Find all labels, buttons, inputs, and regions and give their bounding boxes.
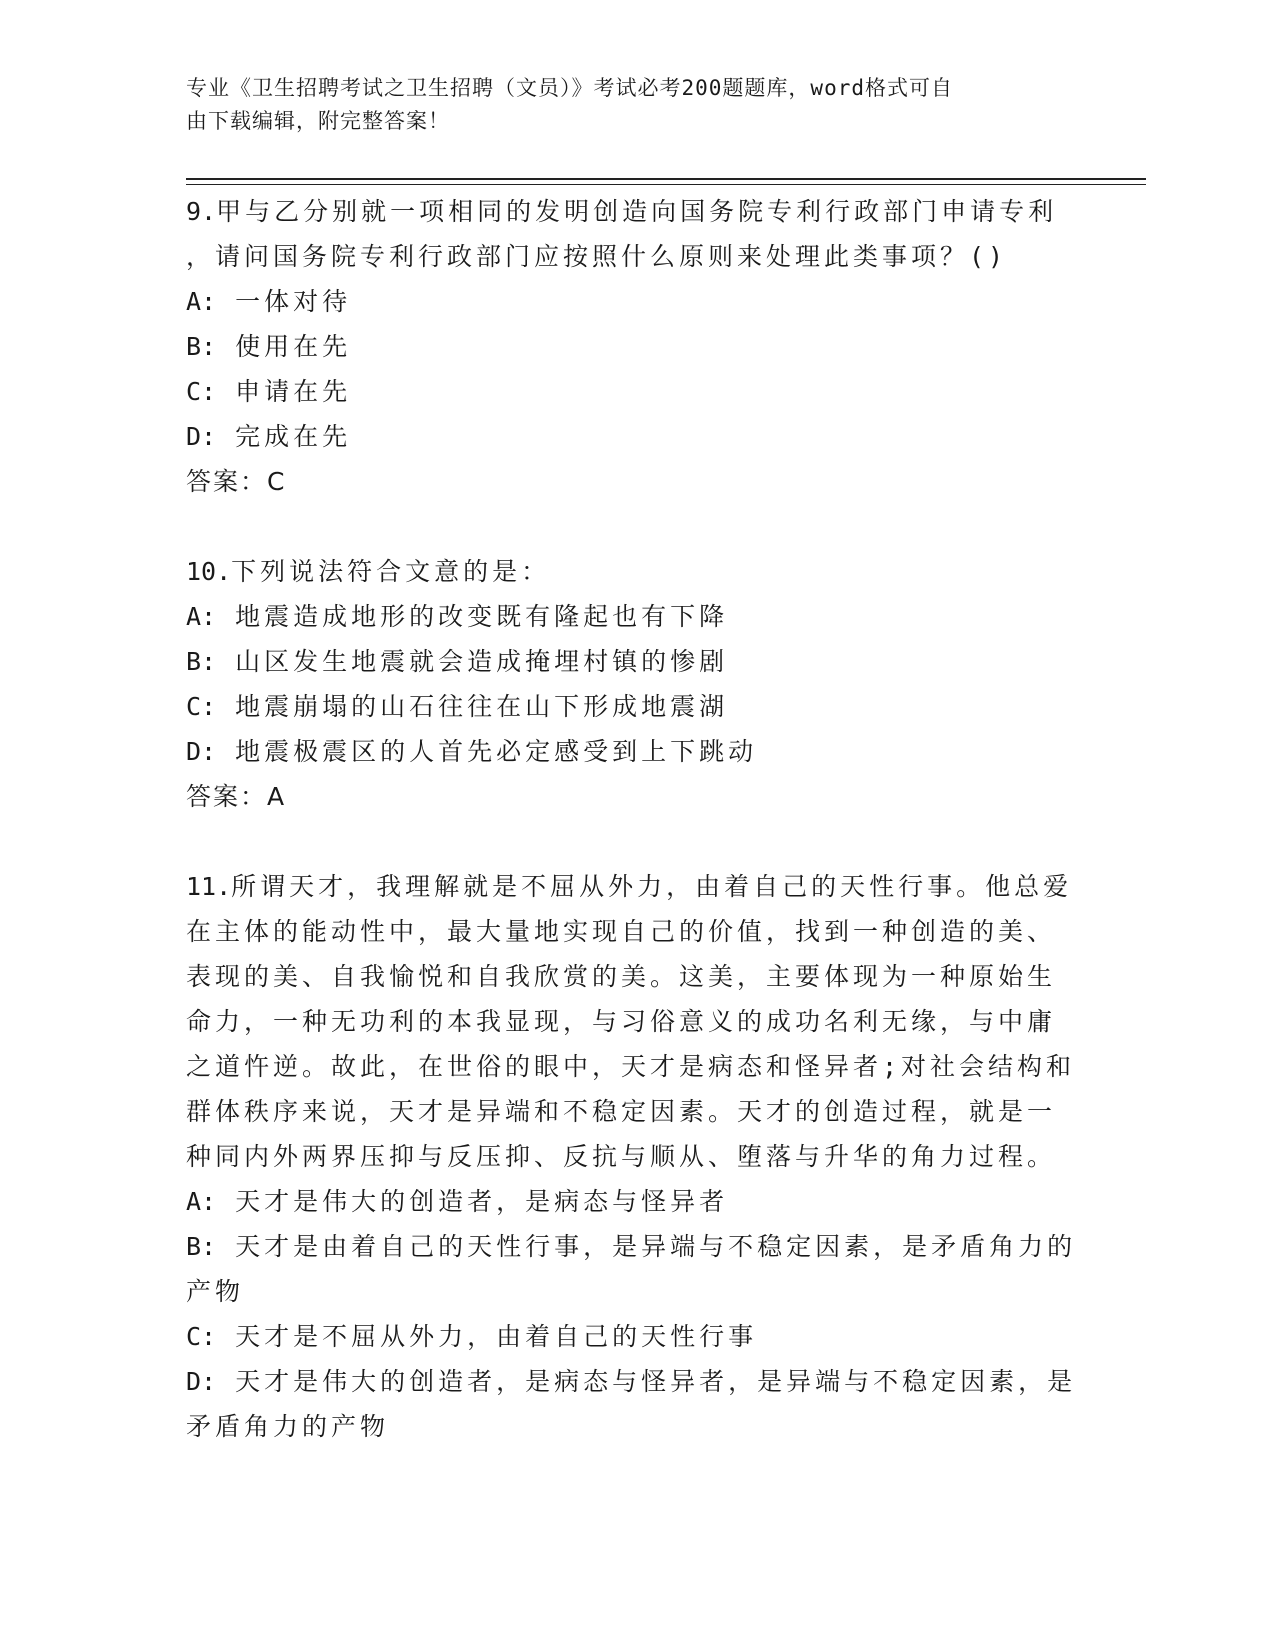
option-text: 使用在先: [235, 332, 352, 361]
option-key: C:: [186, 692, 217, 721]
question-text-line: 之道忤逆。故此，在世俗的眼中，天才是病态和怪异者;对社会结构和: [186, 1052, 1076, 1081]
question-number: 10.: [186, 557, 232, 586]
option-b: [186, 324, 1086, 369]
header-divider-thin: [186, 184, 1146, 185]
option-key: C:: [186, 1322, 217, 1351]
option-d: [186, 729, 1086, 774]
header-line-2: 由下载编辑，附完整答案！: [186, 109, 450, 133]
option-b: [186, 1224, 1086, 1269]
answer-line: 答案：C: [186, 467, 287, 496]
option-c: [186, 1314, 1086, 1359]
option-c: [186, 684, 1086, 729]
answer-line: 答案：A: [186, 782, 287, 811]
option-key: D:: [186, 737, 217, 766]
option-d: [186, 414, 1086, 459]
question-text-line: 群体秩序来说，天才是异端和不稳定因素。天才的创造过程，就是一: [186, 1097, 1057, 1126]
option-key: D:: [186, 422, 217, 451]
option-text: 天才是伟大的创造者，是病态与怪异者，是异端与不稳定因素，是: [235, 1367, 1077, 1396]
question-11: [186, 864, 1086, 1449]
option-d: [186, 1359, 1086, 1404]
document-header: [186, 72, 1066, 138]
option-key: B:: [186, 332, 217, 361]
option-key: A:: [186, 1187, 217, 1216]
question-text: [186, 864, 1086, 909]
option-text: 一体对待: [235, 287, 352, 316]
question-9: [186, 189, 1086, 504]
question-text-line: 所谓天才，我理解就是不屈从外力，由着自己的天性行事。他总爱: [231, 872, 1073, 901]
question-text-line: 命力，一种无功利的本我显现，与习俗意义的成功名利无缘，与中庸: [186, 1007, 1057, 1036]
header-line-1: 专业《卫生招聘考试之卫生招聘（文员）》考试必考200题题库，word格式可自: [186, 76, 953, 100]
question-text-line: 在主体的能动性中，最大量地实现自己的价值，找到一种创造的美、: [186, 917, 1057, 946]
option-key: B:: [186, 1232, 217, 1261]
option-b: [186, 639, 1086, 684]
option-text: 天才是伟大的创造者，是病态与怪异者: [235, 1187, 729, 1216]
question-text-line: 甲与乙分别就一项相同的发明创造向国务院专利行政部门申请专利: [216, 197, 1058, 226]
question-list: [186, 189, 1086, 1449]
option-key: A:: [186, 287, 217, 316]
question-10: [186, 549, 1086, 819]
option-key: B:: [186, 647, 217, 676]
option-text: 天才是由着自己的天性行事，是异端与不稳定因素，是矛盾角力的: [235, 1232, 1077, 1261]
option-key: A:: [186, 602, 217, 631]
option-a: [186, 594, 1086, 639]
option-key: C:: [186, 377, 217, 406]
question-text: [186, 189, 1086, 234]
question-text-line: 下列说法符合文意的是：: [231, 557, 551, 586]
option-text: 地震极震区的人首先必定感受到上下跳动: [235, 737, 758, 766]
option-text: 山区发生地震就会造成掩埋村镇的惨剧: [235, 647, 729, 676]
option-text: 完成在先: [235, 422, 352, 451]
option-d-continued: 矛盾角力的产物: [186, 1412, 390, 1441]
option-text: 地震崩塌的山石往往在山下形成地震湖: [235, 692, 729, 721]
option-a: [186, 279, 1086, 324]
header-divider-thick: [186, 178, 1146, 180]
option-text: 申请在先: [235, 377, 352, 406]
option-a: [186, 1179, 1086, 1224]
option-key: D:: [186, 1367, 217, 1396]
question-number: 9.: [186, 197, 217, 226]
question-number: 11.: [186, 872, 232, 901]
question-text-line: 表现的美、自我愉悦和自我欣赏的美。这美，主要体现为一种原始生: [186, 962, 1057, 991]
option-b-continued: 产物: [186, 1277, 245, 1306]
question-text-line: 种同内外两界压抑与反压抑、反抗与顺从、堕落与升华的角力过程。: [186, 1142, 1057, 1171]
question-text-line: ，请问国务院专利行政部门应按照什么原则来处理此类事项？(): [186, 242, 1008, 271]
option-text: 天才是不屈从外力，由着自己的天性行事: [235, 1322, 758, 1351]
option-c: [186, 369, 1086, 414]
question-text: [186, 549, 1086, 594]
option-text: 地震造成地形的改变既有隆起也有下降: [235, 602, 729, 631]
